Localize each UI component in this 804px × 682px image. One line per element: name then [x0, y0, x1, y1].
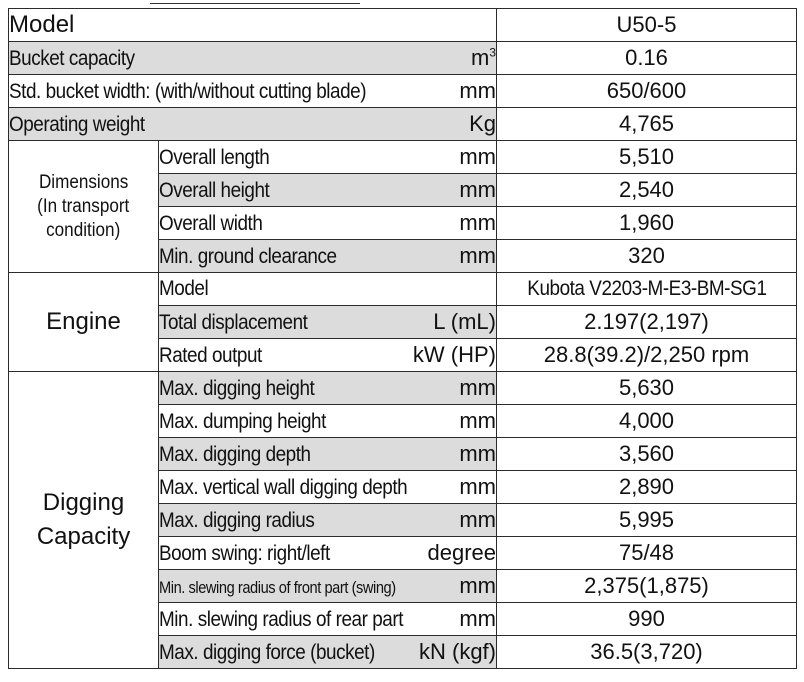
spec-table [8, 8, 797, 669]
model-header-value: U50-5 [497, 9, 797, 42]
row-unit: mm [459, 375, 496, 400]
table-row [9, 108, 797, 141]
row-label: Max. digging height [159, 377, 315, 400]
row-label: Operating weight [9, 113, 145, 136]
row-value: 75/48 [497, 537, 797, 570]
row-unit: Kg [469, 111, 496, 136]
row-label: Max. dumping height [159, 410, 326, 433]
row-label: Boom swing: right/left [159, 542, 330, 565]
row-label: Total displacement [159, 311, 308, 334]
table-row [9, 141, 797, 174]
row-unit: mm [459, 507, 496, 532]
row-value: 2,540 [497, 174, 797, 207]
row-label: Overall width [159, 212, 263, 235]
row-value: 28.8(39.2)/2,250 rpm [497, 339, 797, 372]
row-unit: mm [459, 408, 496, 433]
row-label: Overall height [159, 179, 270, 202]
row-value: Kubota V2203-M-E3-BM-SG1 [497, 273, 797, 306]
table-header-row [9, 9, 797, 42]
row-label: Max. digging depth [159, 443, 311, 466]
row-value: 2,890 [497, 471, 797, 504]
row-unit: mm [459, 144, 496, 169]
row-unit: mm [459, 243, 496, 268]
row-unit: mm [459, 573, 496, 598]
row-label: Std. bucket width: (with/without cutting blade) [9, 80, 367, 103]
digging-group-label: Digging Capacity [9, 372, 159, 669]
row-label: Rated output [159, 344, 262, 367]
row-label: Overall length [159, 146, 270, 169]
row-label: Max. digging force (bucket) [159, 641, 375, 664]
row-label: Min. slewing radius of front part (swing) [159, 578, 396, 597]
row-value: 5,510 [497, 141, 797, 174]
model-header-label: Model [9, 9, 497, 42]
top-rule [150, 3, 360, 4]
table-row [9, 75, 797, 108]
row-unit: mm [459, 474, 496, 499]
row-unit: mm [459, 441, 496, 466]
row-value: 5,630 [497, 372, 797, 405]
row-unit: $m^3$ [470, 45, 496, 70]
row-value: 2.197(2,197) [497, 306, 797, 339]
row-label: Model [159, 277, 209, 300]
table-row [9, 372, 797, 405]
row-value: 990 [497, 603, 797, 636]
dimensions-group-label: Dimensions (In transport condition) [9, 141, 159, 273]
row-value: 1,960 [497, 207, 797, 240]
row-label: Bucket capacity [9, 47, 135, 70]
row-unit: kW (HP) [412, 342, 496, 367]
row-unit: mm [459, 210, 496, 235]
row-label: Min. slewing radius of rear part [159, 608, 404, 631]
row-unit: L (mL) [433, 309, 496, 334]
engine-group-label: Engine [9, 273, 159, 372]
row-value: 320 [497, 240, 797, 273]
row-value: 3,560 [497, 438, 797, 471]
row-unit: mm [459, 606, 496, 631]
row-value: 2,375(1,875) [497, 570, 797, 603]
row-value: 650/600 [497, 75, 797, 108]
row-label: Max. digging radius [159, 509, 315, 532]
row-unit: mm [459, 78, 496, 103]
row-unit: degree [427, 540, 496, 565]
row-unit: kN (kgf) [419, 639, 496, 664]
row-value: 36.5(3,720) [497, 636, 797, 669]
row-label: Max. vertical wall digging depth [159, 476, 408, 499]
row-unit: mm [459, 177, 496, 202]
row-value: 0.16 [497, 42, 797, 75]
row-value: 4,000 [497, 405, 797, 438]
row-label: Min. ground clearance [159, 245, 337, 268]
row-value: 5,995 [497, 504, 797, 537]
table-row [9, 273, 797, 306]
row-value: 4,765 [497, 108, 797, 141]
table-row [9, 42, 797, 75]
